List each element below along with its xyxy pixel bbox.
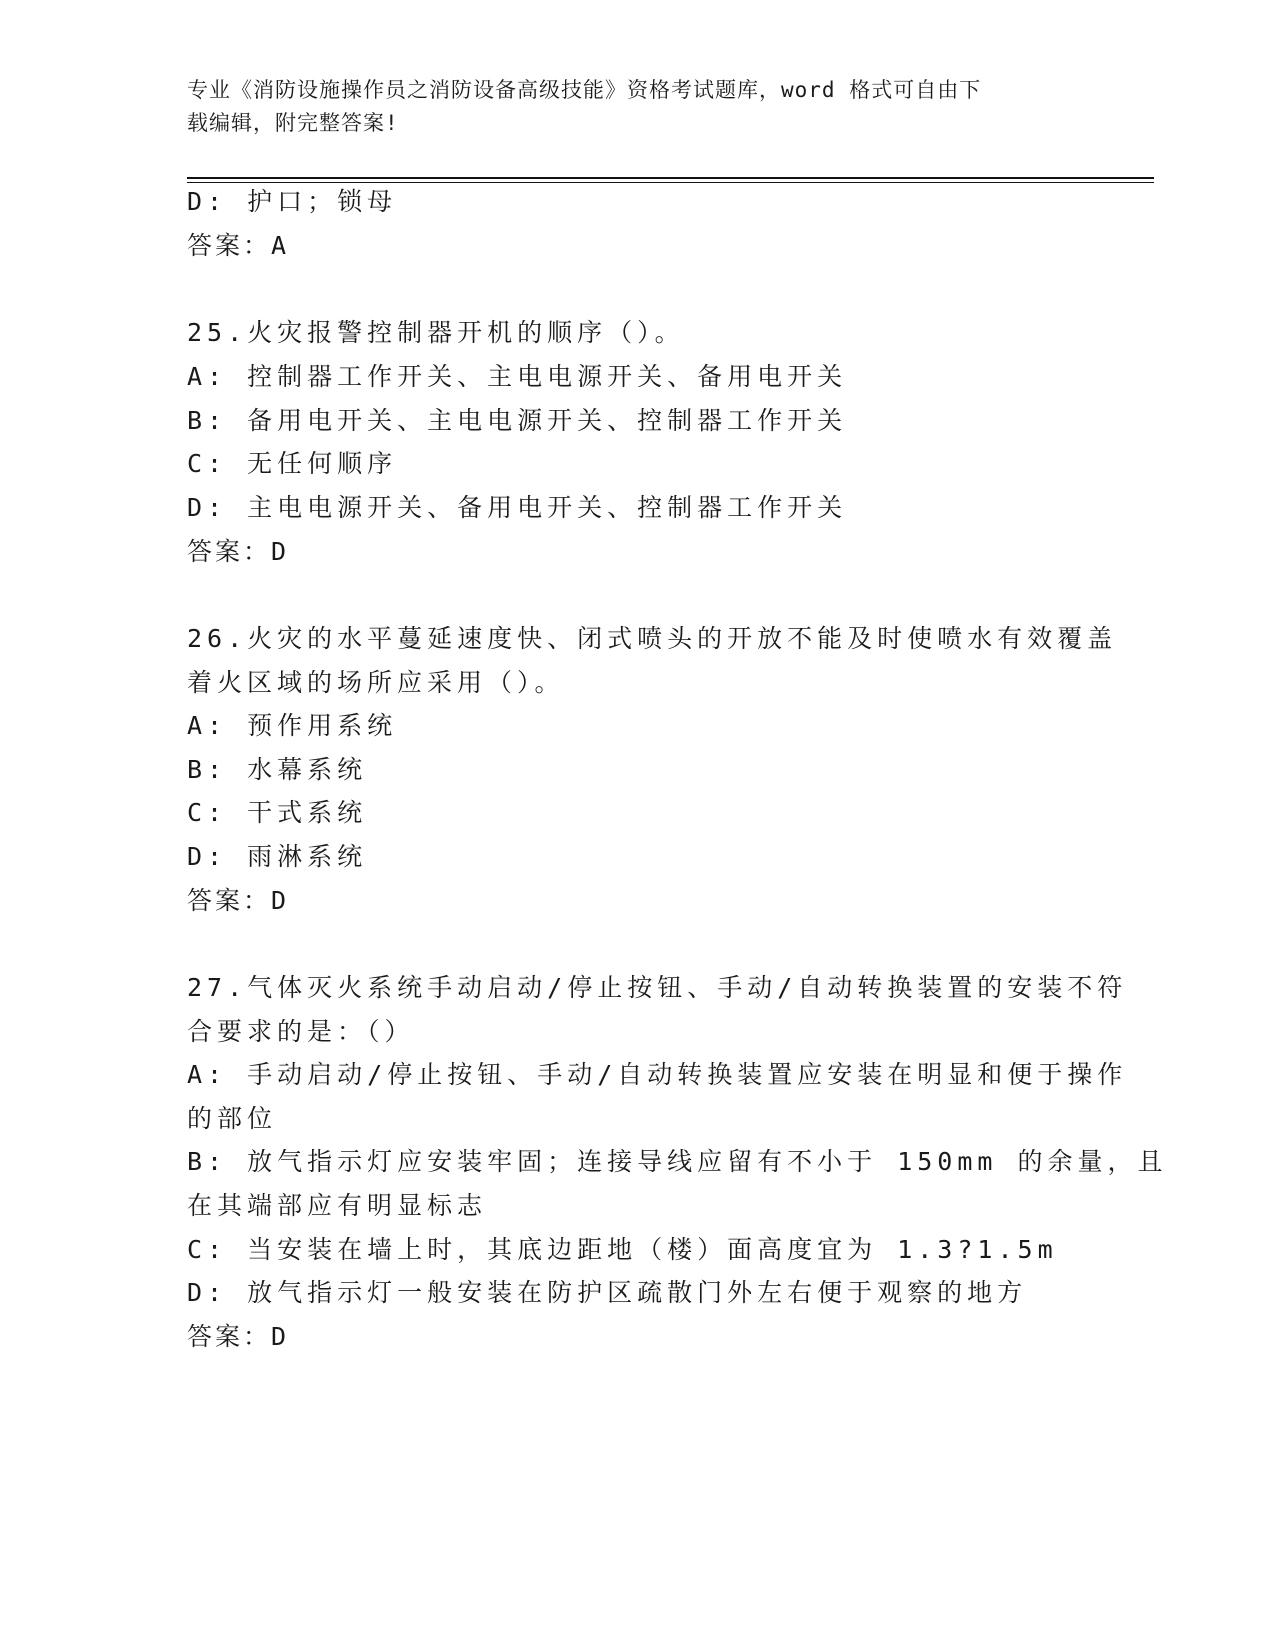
question-stem: 25.火灾报警控制器开机的顺序（）。	[187, 318, 685, 347]
answer: 答案：D	[187, 1322, 290, 1351]
question-stem-line-2: 合要求的是：（）	[187, 1017, 415, 1046]
question-stem-line-1: 26.火灾的水平蔓延速度快、闭式喷头的开放不能及时使喷水有效覆盖	[187, 624, 1118, 653]
option-d: D: 主电电源开关、备用电开关、控制器工作开关	[187, 493, 848, 522]
header-text	[187, 74, 1087, 140]
header-rule-thick	[187, 177, 1154, 179]
option-b: B: 备用电开关、主电电源开关、控制器工作开关	[187, 406, 848, 435]
header-rule-thin	[187, 182, 1154, 183]
option-a: A: 控制器工作开关、主电电源开关、备用电开关	[187, 362, 848, 391]
option-c: C: 无任何顺序	[187, 449, 398, 478]
question-stem-line-2: 着火区域的场所应采用（）。	[187, 668, 565, 697]
option-a-line-2: 的部位	[187, 1104, 278, 1133]
header-line-2: 载编辑，附完整答案!	[187, 111, 399, 135]
option-d: D: 雨淋系统	[187, 842, 368, 871]
answer: 答案：A	[187, 231, 290, 260]
option-b-line-1: B: 放气指示灯应安装牢固；连接导线应留有不小于 150mm 的余量，且	[187, 1147, 1168, 1176]
answer: 答案：D	[187, 886, 290, 915]
option-d: D: 护口；锁母	[187, 187, 398, 216]
option-a-line-1: A: 手动启动/停止按钮、手动/自动转换装置应安装在明显和便于操作	[187, 1060, 1128, 1089]
question-stem-line-1: 27.气体灭火系统手动启动/停止按钮、手动/自动转换装置的安装不符	[187, 973, 1128, 1002]
header-line-1: 专业《消防设施操作员之消防设备高级技能》资格考试题库，word 格式可自由下	[187, 78, 982, 102]
option-b-line-2: 在其端部应有明显标志	[187, 1191, 488, 1220]
option-b: B: 水幕系统	[187, 755, 368, 784]
option-d: D: 放气指示灯一般安装在防护区疏散门外左右便于观察的地方	[187, 1278, 1028, 1307]
option-c: C: 当安装在墙上时，其底边距地（楼）面高度宜为 1.3?1.5m	[187, 1235, 1058, 1264]
answer: 答案：D	[187, 537, 290, 566]
option-c: C: 干式系统	[187, 798, 368, 827]
option-a: A: 预作用系统	[187, 711, 398, 740]
